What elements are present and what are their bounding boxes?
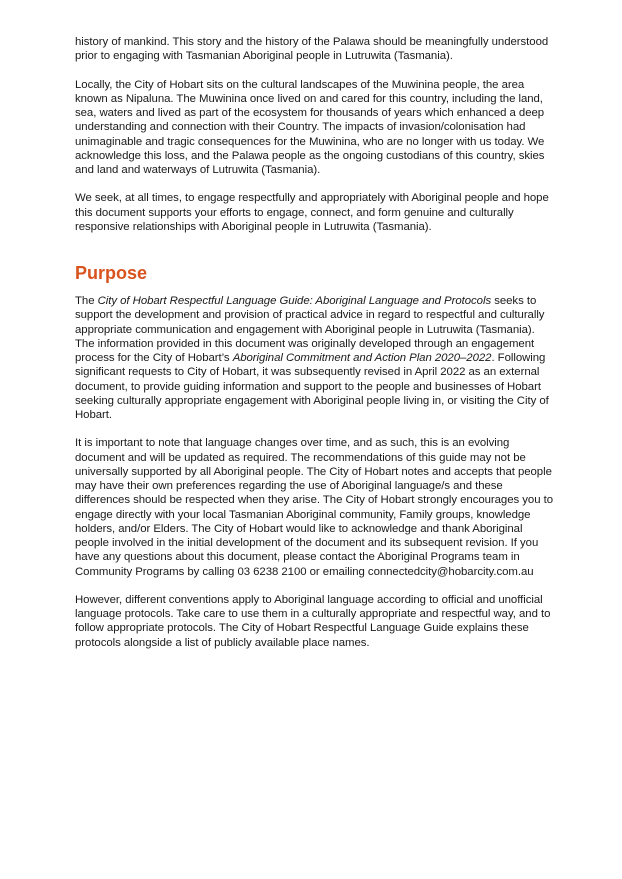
purpose-p1-text-3: . Following significant requests to City of Hobart, it was subsequently revised in April 2022 as an external document, to provide guiding information and support to the people and businesses of Hobart seeking culturally appropriate engagement with Aboriginal people living in, or visiting the City of Hobart. — [75, 352, 549, 421]
guide-title-italic: City of Hobart Respectful Language Guide: Aboriginal Language and Protocols — [97, 295, 492, 307]
intro-paragraph-3: We seek, at all times, to engage respectfully and appropriately with Aboriginal people and hope this document supports your efforts to engage, connect, and form genuine and culturally responsive relationships with Aboriginal people in Lutruwita (Tasmania). — [75, 192, 549, 233]
purpose-p1-text-1: The — [75, 295, 98, 307]
purpose-paragraph-1 — [75, 294, 553, 422]
purpose-paragraph-2: It is important to note that language changes over time, and as such, this is an evolving document and will be updated as required. The recommendations of this guide may not be universally supported by all Aboriginal people. The City of Hobart notes and accepts that people may have their own preferences regarding the use of Aboriginal language/s and these differences should be respected when they arise. The City of Hobart strongly encourages you to engage directly with your local Tasmanian Aboriginal community, Family groups, knowledge holders, and/or Elders. The City of Hobart would like to acknowledge and thank Aboriginal people involved in the initial development of the document and its subsequent revision. If you have any questions about this document, please contact the Aboriginal Programs team in Community Programs by calling 03 6238 2100 or emailing connectedcity@hobarcity.com.au — [75, 437, 553, 578]
intro-paragraph-2: Locally, the City of Hobart sits on the cultural landscapes of the Muwinina people, the area known as Nipaluna. The Muwinina once lived on and cared for this country, including the land, sea, waters and lived as part of the ecosystem for thousands of years which enhanced a deep understanding and connection with their Country. The impacts of invasion/colonisation had unimaginable and tragic consequences for the Muwinina, who are no longer with us today. We acknowledge this loss, and the Palawa people as the ongoing custodians of this country, skies and land and waterways of Lutruwita (Tasmania). — [75, 78, 545, 176]
document-page — [75, 35, 553, 650]
purpose-heading: Purpose — [75, 263, 148, 283]
action-plan-title-italic: Aboriginal Commitment and Action Plan 2020–2022 — [232, 352, 492, 364]
intro-paragraph-1: history of mankind. This story and the history of the Palawa should be meaningfully understood prior to engaging with Tasmanian Aboriginal people in Lutruwita (Tasmania). — [75, 36, 549, 63]
purpose-paragraph-3: However, different conventions apply to Aboriginal language according to official and unofficial language protocols. Take care to use them in a culturally appropriate and respectful way, and to follow appropriate protocols. The City of Hobart Respectful Language Guide explains these protocols alongside a list of publicly available place names. — [75, 593, 551, 649]
purpose-p1-text-2: seeks to support the development and provision of practical advice in regard to respectful and culturally appropriate communication and engagement with Aboriginal people in Lutruwita (Tasmania). The information provided in this document was originally developed through an engagement process for the City of Hobart’s — [75, 295, 545, 364]
